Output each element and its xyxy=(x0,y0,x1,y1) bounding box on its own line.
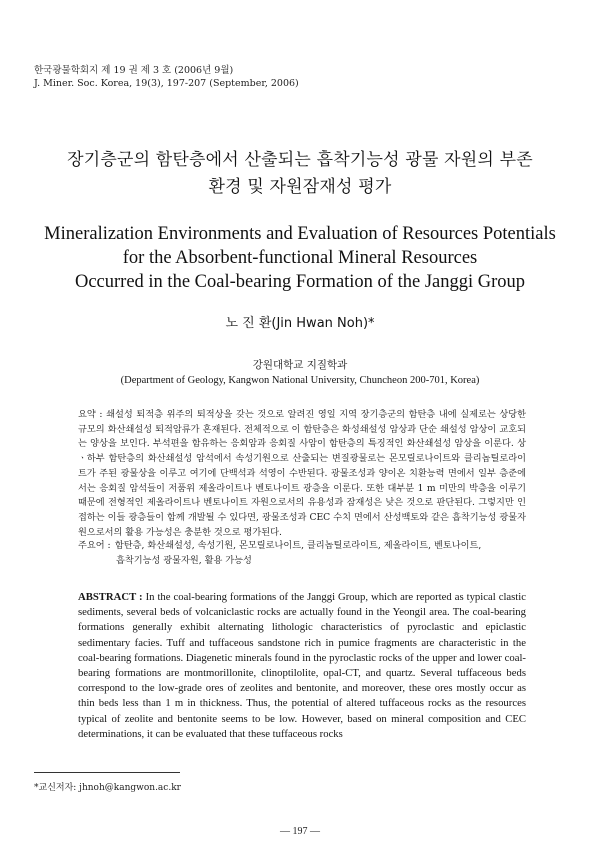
journal-citation xyxy=(34,64,299,90)
keywords-line-1: 함탄층, 화산쇄설성, 속성기원, 몬모릴로나이트, 클리놉틸로라이트, 제올라이트, 벤토나이트, xyxy=(114,540,482,551)
korean-abstract xyxy=(78,408,526,540)
affiliation-english: (Department of Geology, Kangwon National University, Chuncheon 200-701, Korea) xyxy=(120,375,480,386)
english-abstract xyxy=(78,590,526,742)
page-number: — 197 — xyxy=(280,826,320,837)
korean-title-line-2: 환경 및 자원잠재성 평가 xyxy=(208,177,392,197)
affiliation-korean: 강원대학교 지질학과 xyxy=(252,359,348,371)
korean-abstract-label: 요약 : xyxy=(78,409,103,420)
journal-citation-en: J. Miner. Soc. Korea, 19(3), 197-207 (September, 2006) xyxy=(34,78,299,89)
corresponding-author-footnote: *교신저자: jhnoh@kangwon.ac.kr xyxy=(34,783,181,793)
english-abstract-text: In the coal-bearing formations of the Janggi Group, which are reported as typical clastic sediments, several beds of volcaniclastic rocks are actually found in the Yeongil area. The coal-bearing formations generally exhibit alternating lithologic characteristics of pyroclastic and epiclastic sedimentary facies. Tuff and tuffaceous sandstone rich in pumice fragments are characteristic in the coal-bearing formations. Diagenetic minerals found in the pyroclastic rocks of the upper and lower coal-bearing formations are montmorillonite, clinoptilolite, opal-CT, and quartz. Several tuffaceous beds correspond to the low-grade ores of zeolites and bentonite, and moreover, these ores mostly occur as thin beds less than 1 m in thickness. Thus, the potential of altered tuffaceous rocks as the resources typical of zeolite and bentonite seems to be low. However, based on mineral composition and CEC determinations, it can be evaluated that these tuffaceous rocks xyxy=(78,591,526,740)
keywords-label: 주요어 : xyxy=(78,540,111,551)
footnote-rule xyxy=(34,772,180,773)
korean-title xyxy=(0,147,600,201)
korean-abstract-text: 쇄설성 퇴적층 위주의 퇴적상을 갖는 것으로 알려진 영일 지역 장기층군의 함탄층 내에 실제로는 상당한 규모의 화산쇄설성 퇴적암류가 혼재된다. 전체적으로 이 함탄층은 화성쇄설성 암상과 단순 쇄설성 암상이 교호되는 양상을 보인다. 부석편을 함유하는 응회암과 응회질 사암이 함탄층의 특징적인 화산쇄설성 암상을 이룬다. 상ㆍ하부 함탄층의 화산쇄설성 암석에서 속성기원으로 산출되는 변질광물로는 몬모릴로나이트와 클리놉틸로라이트가 주된 광물상을 이루고 여기에 단백석과 석영이 수반된다. 광물조성과 양이온 치환능력 면에서 일부 층준에서는 응회질 암석들이 저품위 제올라이트나 벤토나이트 광층을 이룬다. 또한 대부분 1 m 미만의 박층을 이루기 때문에 전형적인 제올라이트나 벤토나이트 자원으로서의 유용성과 잠재성은 낮은 것으로 판단된다. 그렇지만 인접하는 이들 광층들이 함께 개발될 수 있다면, 광물조성과 CEC 수치 면에서 산성백토와 같은 흡착기능성 광물자원으로서의 활용 가능성은 충분한 것으로 평가된다. xyxy=(78,409,526,538)
english-title xyxy=(0,222,600,294)
journal-citation-ko: 한국광물학회지 제 19 권 제 3 호 (2006년 9월) xyxy=(34,65,234,76)
author-name: 노 진 환(Jin Hwan Noh)* xyxy=(225,316,375,331)
english-title-line-3: Occurred in the Coal-bearing Formation of the Janggi Group xyxy=(74,272,526,292)
english-title-line-2: for the Absorbent-functional Mineral Resources xyxy=(122,248,478,268)
keywords xyxy=(78,538,526,568)
english-abstract-label: ABSTRACT : xyxy=(78,591,143,603)
english-title-line-1: Mineralization Environments and Evaluation of Resources Potentials xyxy=(44,224,556,244)
korean-title-line-1: 장기층군의 함탄층에서 산출되는 흡착기능성 광물 자원의 부존 xyxy=(67,150,533,170)
keywords-line-2: 흡착기능성 광물자원, 활용 가능성 xyxy=(116,555,252,566)
